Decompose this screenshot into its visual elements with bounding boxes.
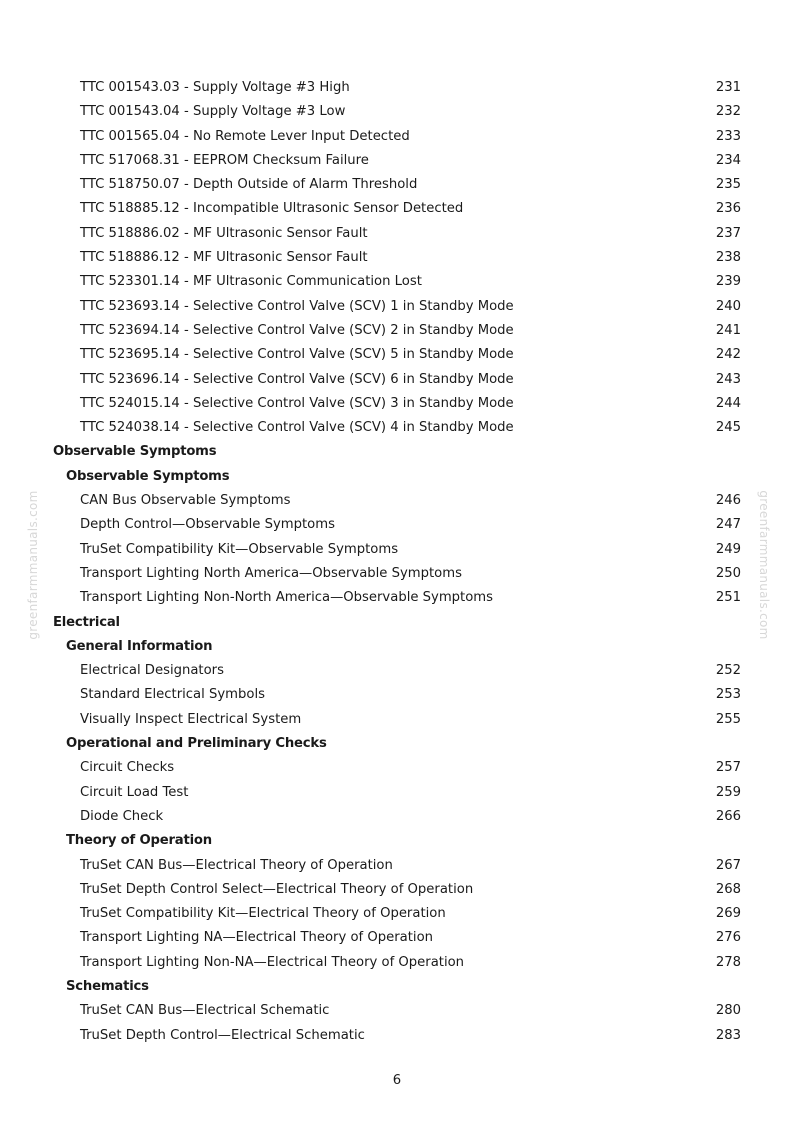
toc-entry-page: 276 — [715, 930, 741, 946]
toc-entry-title: TTC 517068.31 - EEPROM Checksum Failure — [80, 152, 369, 168]
toc-entry-title: TruSet CAN Bus—Electrical Schematic — [80, 1003, 330, 1019]
toc-entry-title: Observable Symptoms — [66, 468, 230, 484]
toc-entry-title: Standard Electrical Symbols — [80, 687, 265, 703]
toc-entry[interactable] — [0, 951, 794, 975]
toc-entry[interactable] — [0, 295, 794, 319]
toc-entry-page: 257 — [715, 760, 741, 776]
toc-entry-page: 243 — [715, 371, 741, 387]
toc-heading — [0, 465, 794, 489]
toc-entry-title: TTC 523301.14 - MF Ultrasonic Communication Lost — [80, 274, 422, 290]
toc-entry[interactable] — [0, 805, 794, 829]
toc-entry-page: 259 — [715, 784, 741, 800]
toc-entry[interactable] — [0, 999, 794, 1023]
toc-entry[interactable] — [0, 781, 794, 805]
toc-entry-title: Electrical — [53, 614, 120, 630]
toc-entry[interactable] — [0, 173, 794, 197]
toc-entry-title: TTC 001543.03 - Supply Voltage #3 High — [80, 80, 350, 95]
toc-entry-page: 278 — [715, 954, 741, 970]
toc-entry-title: TruSet CAN Bus—Electrical Theory of Operation — [80, 857, 393, 873]
toc-entry-title: TTC 524015.14 - Selective Control Valve (SCV) 3 in Standby Mode — [80, 395, 514, 411]
toc-entry[interactable] — [0, 246, 794, 270]
toc-entry-page: 240 — [715, 298, 741, 314]
toc-entry-title: Theory of Operation — [66, 833, 212, 849]
toc-entry[interactable] — [0, 683, 794, 707]
toc-entry-title: Diode Check — [80, 808, 164, 824]
toc-heading — [0, 829, 794, 853]
toc-entry-page: 244 — [715, 395, 741, 411]
toc-entry-title: Transport Lighting NA—Electrical Theory of Operation — [80, 930, 433, 946]
toc-entry-title: TTC 523693.14 - Selective Control Valve (SCV) 1 in Standby Mode — [80, 298, 514, 314]
toc-entry-title: TTC 001543.04 - Supply Voltage #3 Low — [80, 104, 346, 120]
toc-entry-title: TTC 523695.14 - Selective Control Valve (SCV) 5 in Standby Mode — [80, 347, 514, 363]
toc-entry[interactable] — [0, 854, 794, 878]
toc-entry-page: 255 — [715, 711, 741, 727]
toc-entry[interactable] — [0, 878, 794, 902]
toc-entry-title: Operational and Preliminary Checks — [66, 736, 327, 752]
toc-entry-page: 266 — [715, 808, 741, 824]
toc-entry[interactable] — [0, 76, 794, 100]
toc-entry-title: TTC 518750.07 - Depth Outside of Alarm Threshold — [80, 177, 418, 193]
toc-entry-page: 280 — [715, 1003, 741, 1019]
toc-entry-page: 242 — [715, 347, 741, 363]
toc-entry-title: Circuit Checks — [80, 760, 175, 776]
toc-entry-page: 246 — [715, 493, 741, 509]
toc-entry-title: TTC 001565.04 - No Remote Lever Input Detected — [80, 128, 410, 144]
toc-entry[interactable] — [0, 125, 794, 149]
toc-entry[interactable] — [0, 149, 794, 173]
toc-entry[interactable] — [0, 1024, 794, 1048]
page-number: 6 — [392, 1073, 402, 1088]
toc-entry-page: 238 — [715, 250, 741, 266]
toc-entry-page: 251 — [715, 590, 741, 606]
toc-entry-title: TTC 523696.14 - Selective Control Valve (SCV) 6 in Standby Mode — [80, 371, 514, 387]
toc-entry-title: TruSet Compatibility Kit—Electrical Theory of Operation — [80, 906, 446, 922]
toc-entry-title: TTC 518886.02 - MF Ultrasonic Sensor Fault — [80, 225, 368, 241]
toc-entry[interactable] — [0, 659, 794, 683]
toc-entry-page: 241 — [715, 322, 741, 338]
toc-entry-title: Transport Lighting North America—Observable Symptoms — [80, 565, 462, 581]
toc-entry-page: 233 — [715, 128, 741, 144]
toc-entry-page: 253 — [715, 687, 741, 703]
toc-entry-title: Transport Lighting Non-North America—Observable Symptoms — [80, 590, 494, 606]
toc-entry[interactable] — [0, 926, 794, 950]
toc-entry-title: Depth Control—Observable Symptoms — [80, 517, 335, 533]
toc-entry-title: General Information — [66, 638, 213, 654]
watermark-right: greenfarmmanuals.com — [757, 490, 771, 640]
toc-entry-title: Visually Inspect Electrical System — [80, 711, 302, 727]
toc-entry-title: TruSet Depth Control Select—Electrical Theory of Operation — [80, 881, 474, 897]
toc-entry-page: 249 — [715, 541, 741, 557]
toc-entry-title: Electrical Designators — [80, 663, 224, 679]
toc-entry-page: 234 — [715, 152, 741, 168]
toc-entry[interactable] — [0, 902, 794, 926]
toc-entry[interactable] — [0, 222, 794, 246]
toc-entry[interactable] — [0, 368, 794, 392]
toc-entry-title: Schematics — [66, 978, 149, 994]
toc-entry-page: 245 — [715, 420, 741, 436]
toc-entry[interactable] — [0, 756, 794, 780]
toc-entry-page: 235 — [715, 177, 741, 193]
toc-entry[interactable] — [0, 562, 794, 586]
toc-entry[interactable] — [0, 100, 794, 124]
toc-entry-title: Transport Lighting Non-NA—Electrical Theory of Operation — [80, 954, 465, 970]
toc-entry[interactable] — [0, 489, 794, 513]
toc-entry[interactable] — [0, 319, 794, 343]
watermark-left: greenfarmmanuals.com — [26, 490, 40, 640]
toc-entry-page: 252 — [715, 663, 741, 679]
toc-entry[interactable] — [0, 513, 794, 537]
toc-heading — [0, 635, 794, 659]
toc-entry-page: 269 — [715, 906, 741, 922]
toc-entry[interactable] — [0, 270, 794, 294]
toc-entry[interactable] — [0, 416, 794, 440]
toc-entry-page: 283 — [715, 1027, 741, 1043]
toc-entry-page: 239 — [715, 274, 741, 290]
toc-heading — [0, 732, 794, 756]
toc-entry[interactable] — [0, 586, 794, 610]
toc-entry-title: TTC 523694.14 - Selective Control Valve (SCV) 2 in Standby Mode — [80, 322, 514, 338]
toc-entry-page: 232 — [715, 104, 741, 120]
toc-entry[interactable] — [0, 392, 794, 416]
toc-entry-title: TTC 524038.14 - Selective Control Valve (SCV) 4 in Standby Mode — [80, 420, 514, 436]
toc-entry-title: TTC 518886.12 - MF Ultrasonic Sensor Fault — [80, 250, 368, 266]
toc-entry[interactable] — [0, 343, 794, 367]
table-of-contents — [0, 76, 794, 1048]
toc-heading — [0, 440, 794, 464]
toc-entry-page: 267 — [715, 857, 741, 873]
toc-entry[interactable] — [0, 708, 794, 732]
toc-entry-page: 231 — [715, 80, 741, 95]
toc-entry-page: 247 — [715, 517, 741, 533]
toc-entry[interactable] — [0, 197, 794, 221]
toc-entry-title: TTC 518885.12 - Incompatible Ultrasonic Sensor Detected — [80, 201, 464, 217]
toc-heading — [0, 975, 794, 999]
toc-entry[interactable] — [0, 538, 794, 562]
toc-entry-title: TruSet Depth Control—Electrical Schematic — [80, 1027, 365, 1043]
toc-entry-page: 236 — [715, 201, 741, 217]
toc-entry-title: Circuit Load Test — [80, 784, 189, 800]
toc-heading — [0, 611, 794, 635]
toc-entry-page: 250 — [715, 565, 741, 581]
toc-entry-title: TruSet Compatibility Kit—Observable Symptoms — [80, 541, 399, 557]
toc-entry-title: CAN Bus Observable Symptoms — [80, 493, 291, 509]
toc-entry-page: 268 — [715, 881, 741, 897]
toc-entry-title: Observable Symptoms — [53, 444, 217, 460]
toc-entry-page: 237 — [715, 225, 741, 241]
